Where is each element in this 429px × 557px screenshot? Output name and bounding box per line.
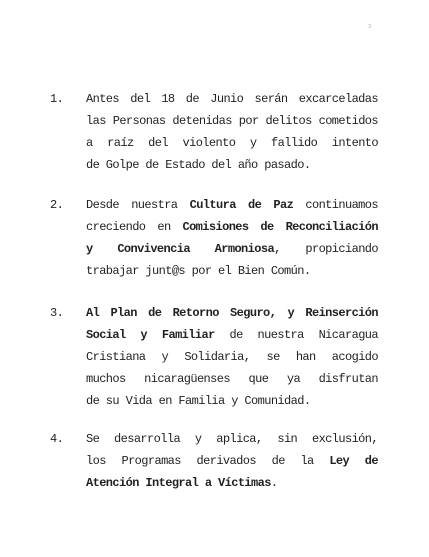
text-line [86, 346, 378, 368]
text: Desde nuestra [86, 198, 190, 212]
list-item-text [86, 302, 378, 412]
text-line [86, 428, 378, 450]
text-line [86, 216, 378, 238]
text: . [270, 476, 278, 490]
text-line [86, 154, 378, 176]
text-line [86, 472, 378, 494]
text: muchos nicaragüenses que ya disfrutan [86, 372, 378, 386]
list-item-number: 1. [50, 92, 64, 106]
bold-text: Ley de [329, 454, 378, 468]
bold-text: y Convivencia Armoniosa [86, 242, 275, 256]
text-line [86, 110, 378, 132]
text: de nuestra Nicaragua [214, 328, 378, 342]
text: Se desarrolla y aplica, sin exclusión, [86, 432, 378, 446]
bold-text: Comisiones de Reconciliación [182, 220, 378, 234]
text-line [86, 302, 378, 324]
bold-text: Cultura de Paz [189, 198, 294, 212]
text: las Personas detenidas por delitos cometidos [86, 114, 378, 128]
list-item-number: 2. [50, 198, 64, 212]
text-line [86, 194, 378, 216]
text-line [86, 390, 378, 412]
text-line [86, 324, 378, 346]
list-item-text [86, 194, 378, 282]
text: a raíz del violento y fallido intento [86, 136, 378, 150]
text-line [86, 368, 378, 390]
list-item-number: 4. [50, 432, 64, 446]
text: continuamos [293, 198, 378, 212]
text-line [86, 88, 378, 110]
text: de Golpe de Estado del año pasado. [86, 158, 311, 172]
text: Cristiana y Solidaria, se han acogido [86, 350, 378, 364]
text: , propiciando [274, 242, 378, 256]
text: Antes del 18 de Junio serán excarceladas [86, 92, 378, 106]
text-line [86, 260, 378, 282]
text: de su Vida en Familia y Comunidad. [86, 394, 311, 408]
list-item-text [86, 88, 378, 176]
page-number: 3 [368, 24, 371, 30]
text: los Programas derivados de la [86, 454, 330, 468]
bold-text: Atención Integral a Víctimas [86, 476, 271, 490]
list-item-text [86, 428, 378, 494]
text: trabajar junt@s por el Bien Común. [86, 264, 311, 278]
text: creciendo en [86, 220, 183, 234]
text-line [86, 238, 378, 260]
text-line [86, 450, 378, 472]
bold-text: Al Plan de Retorno Seguro, y Reinserción [86, 306, 378, 320]
text-line [86, 132, 378, 154]
bold-text: Social y Familiar [86, 328, 215, 342]
list-item-number: 3. [50, 306, 64, 320]
